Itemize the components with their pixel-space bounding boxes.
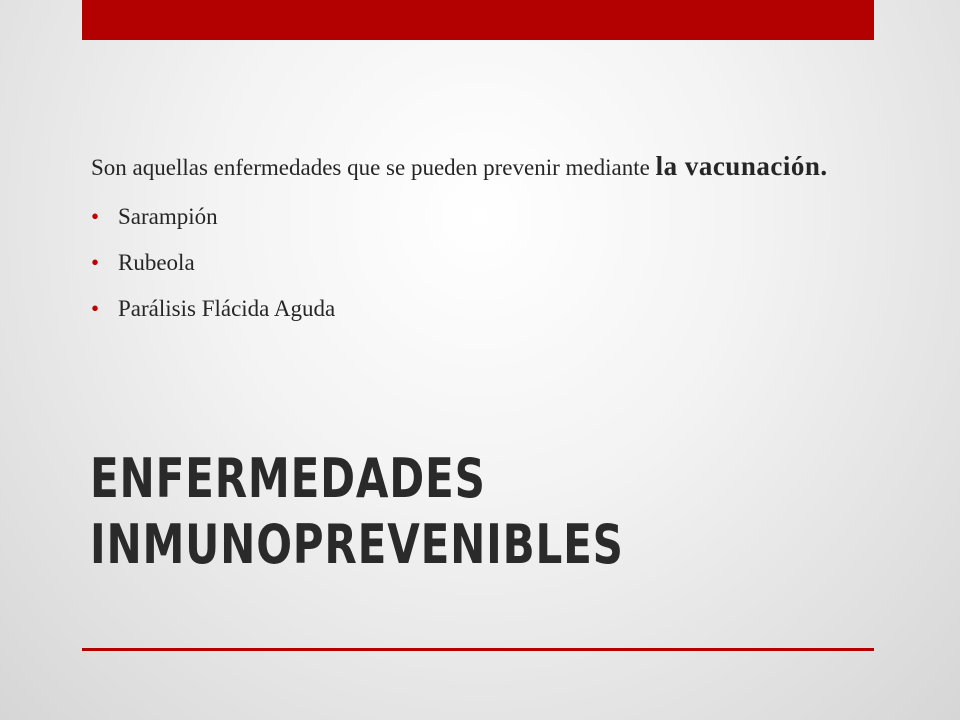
- slide-title: [90, 446, 714, 578]
- intro-emphasis: la vacunación.: [655, 151, 828, 181]
- slide-title-line-1: ENFERMEDADES: [90, 447, 486, 510]
- intro-paragraph: [91, 146, 851, 188]
- bullet-icon: •: [91, 204, 100, 229]
- bullet-icon: •: [91, 296, 100, 321]
- slide-body: [91, 146, 851, 332]
- intro-text: Son aquellas enfermedades que se pueden prevenir mediante: [91, 155, 656, 180]
- list-item-label: Parálisis Flácida Aguda: [118, 296, 336, 321]
- list-item-label: Rubeola: [118, 250, 195, 275]
- list-item: [91, 194, 851, 240]
- list-item: [91, 286, 851, 332]
- list-item: [91, 240, 851, 286]
- top-accent-bar: [82, 0, 874, 40]
- list-item-label: Sarampión: [118, 204, 218, 229]
- bottom-divider: [82, 648, 874, 651]
- slide-title-line-2: INMUNOPREVENIBLES: [90, 513, 624, 576]
- bullet-icon: •: [91, 250, 100, 275]
- bullet-list: [91, 194, 851, 332]
